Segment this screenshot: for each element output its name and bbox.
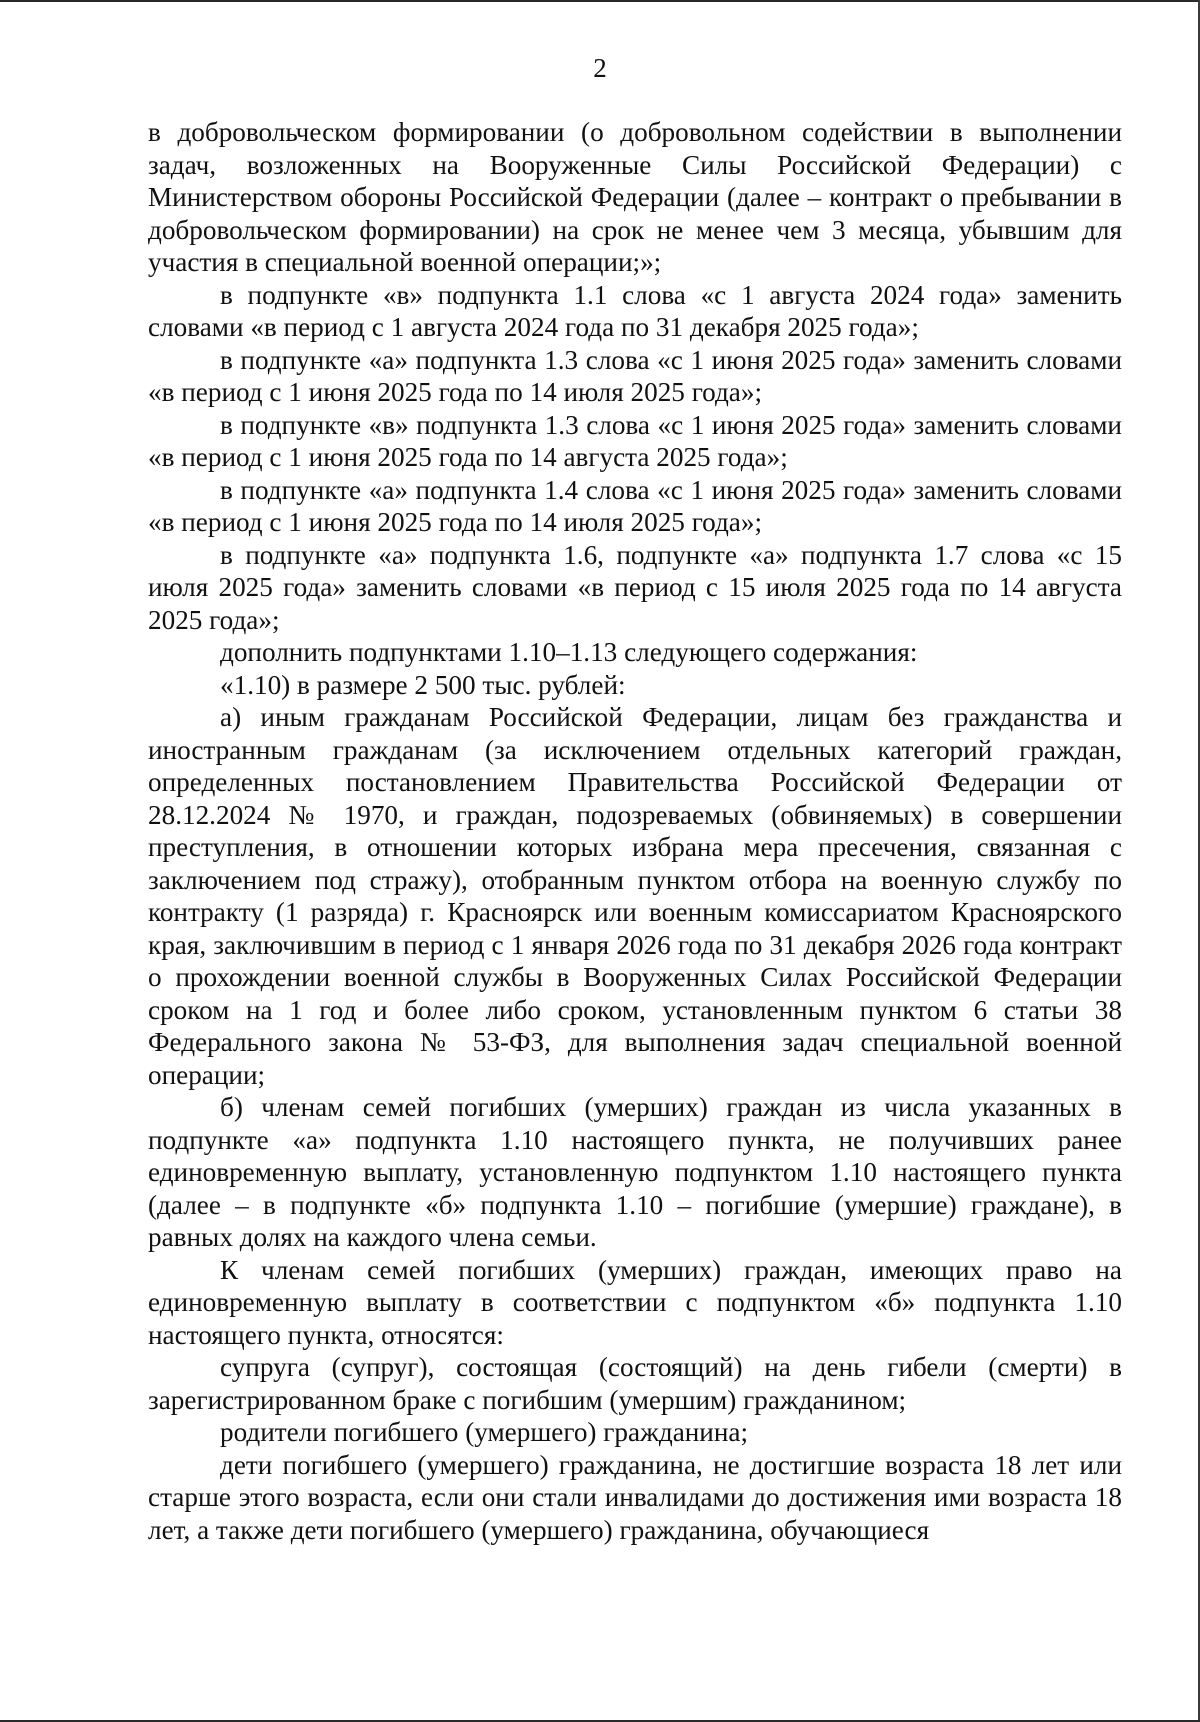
paragraph: в подпункте «в» подпункта 1.3 слова «с 1 июня 2025 года» заменить словами «в период с 1 июня 2025 года по 14 августа 2025 года»; — [148, 409, 1122, 472]
paragraph: б) членам семей погибших (умерших) граждан из числа указанных в подпункте «а» подпункта 1.10 настоящего пункта, не получивших ранее единовременную выплату, установленную подпунктом 1.10 настоящего пункта (далее – в подпункте «б» подпункта 1.10 – погибшие (умершие) граждане), в равных долях на каждого члена семьи. — [148, 1092, 1122, 1252]
paragraph: К членам семей погибших (умерших) граждан, имеющих право на единовременную выплату в соответствии с подпунктом «б» подпункта 1.10 настоящего пункта, относятся: — [148, 1254, 1122, 1350]
paragraph: дополнить подпунктами 1.10–1.13 следующего содержания: — [220, 637, 918, 667]
page-number: 2 — [593, 53, 607, 83]
paragraph: супруга (супруг), состоящая (состоящий) на день гибели (смерти) в зарегистрированном браке с погибшим (умершим) гражданином; — [148, 1352, 1122, 1415]
document-body — [148, 116, 1122, 1546]
paragraph: «1.10) в размере 2 500 тыс. рублей: — [220, 669, 626, 700]
paragraph: в подпункте «а» подпункта 1.4 слова «с 1 июня 2025 года» заменить словами «в период с 1 июня 2025 года по 14 июля 2025 года»; — [148, 474, 1122, 537]
paragraph: в добровольческом формировании (о добровольном содействии в выполнении задач, возложенных на Вооруженные Силы Российской Федерации) с Министерством обороны Российской Федерации (далее – контракт о пребывании в добровольческом формировании) на срок не менее чем 3 месяца, убывшим для участия в специальной военной операции;»; — [148, 117, 1122, 277]
paragraph: в подпункте «в» подпункта 1.1 слова «с 1 августа 2024 года» заменить словами «в период с 1 августа 2024 года по 31 декабря 2025 года»; — [148, 279, 1122, 342]
paragraph: в подпункте «а» подпункта 1.6, подпункте «а» подпункта 1.7 слова «с 15 июля 2025 года» заменить словами «в период с 15 июля 2025 года по 14 августа 2025 года»; — [148, 539, 1122, 635]
paragraph: в подпункте «а» подпункта 1.3 слова «с 1 июня 2025 года» заменить словами «в период с 1 июня 2025 года по 14 июля 2025 года»; — [148, 344, 1122, 407]
paragraph: а) иным гражданам Российской Федерации, лицам без гражданства и иностранным гражданам (за исключением отдельных категорий граждан, определенных постановлением Правительства Российской Федерации от 28.12.2024 № 1970, и граждан, подозреваемых (обвиняемых) в совершении преступления, в отношении которых избрана мера пресечения, связанная с заключением под стражу), отобранным пунктом отбора на военную службу по контракту (1 разряда) г. Красноярск или военным комиссариатом Красноярского края, заключившим в период с 1 января 2026 года по 31 декабря 2026 года контракт о прохождении военной службы в Вооруженных Силах Российской Федерации сроком на 1 год и более либо сроком, установленным пунктом 6 статьи 38 Федерального закона № 53-ФЗ, для выполнения задач специальной военной операции; — [148, 702, 1122, 1090]
paragraph: родители погибшего (умершего) гражданина; — [220, 1417, 749, 1447]
scan-edge-top — [0, 0, 1200, 2]
paragraph: дети погибшего (умершего) гражданина, не достигшие возраста 18 лет или старше этого возраста, если они стали инвалидами до достижения ими возраста 18 лет, а также дети погибшего (умершего) гражданина, обучающиеся — [148, 1449, 1122, 1545]
